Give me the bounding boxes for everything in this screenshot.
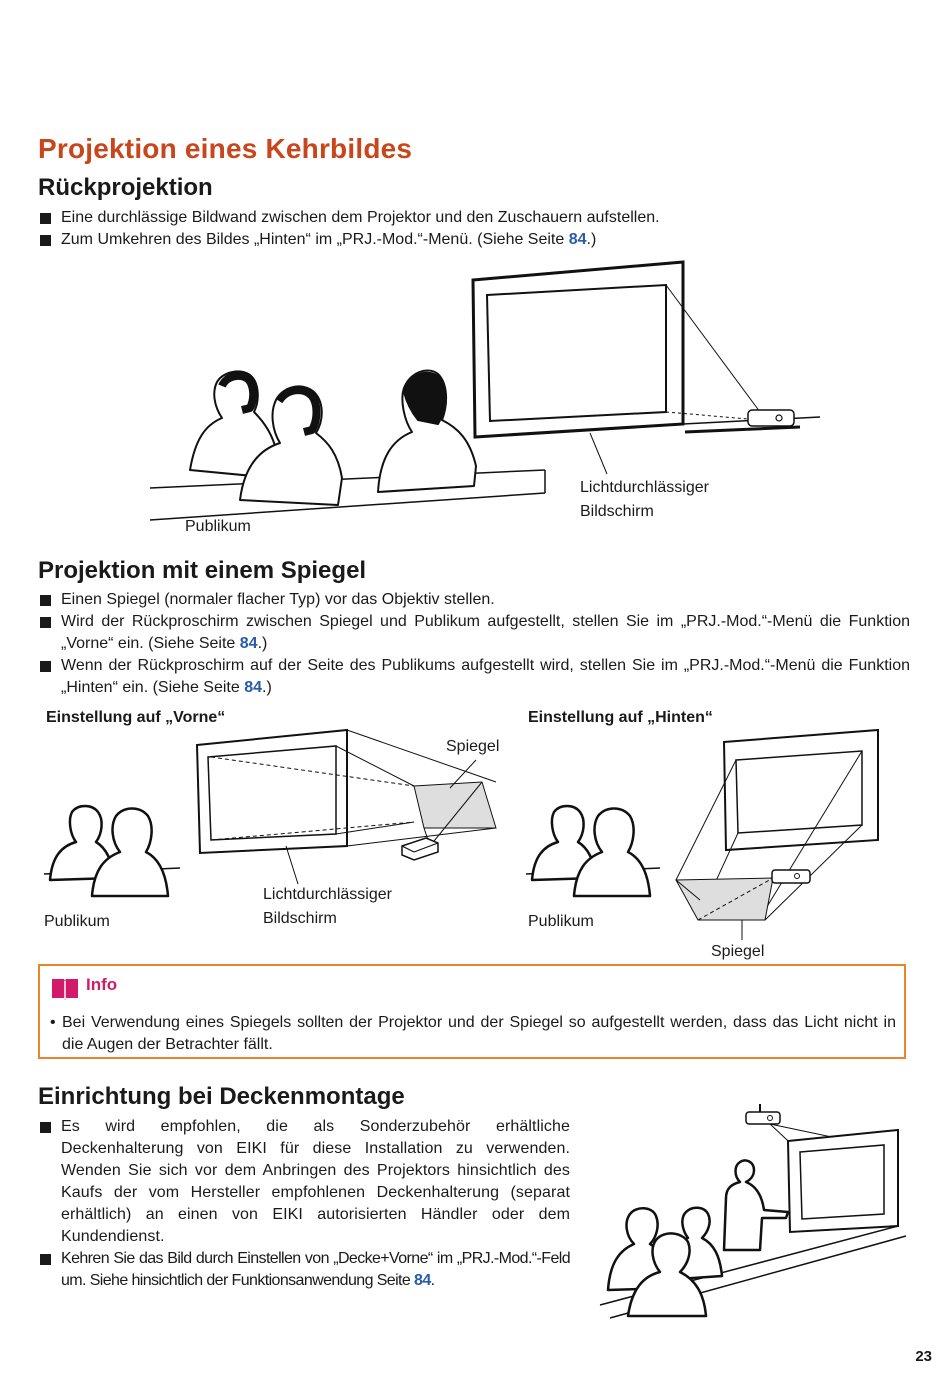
list-item: Wird der Rückproschirm zwischen Spiegel und Publikum aufgestellt, stellen Sie im „PRJ.-Mod.“-Menü die Funktion „Vorne“ ein. (Siehe Seite 84.) bbox=[38, 611, 910, 655]
label-mirror-front: Spiegel bbox=[446, 738, 500, 755]
section-title-mirror: Projektion mit einem Spiegel bbox=[38, 557, 367, 584]
list-item: Einen Spiegel (normaler flacher Typ) vor das Objektiv stellen. bbox=[38, 589, 910, 611]
page-reference-link[interactable]: 84 bbox=[414, 1272, 431, 1289]
list-item: Wenn der Rückproschirm auf der Seite des Publikums aufgestellt wird, stellen Sie im „PRJ.-Mod.“-Menü die Funktion „Hinten“ ein. (Siehe Seite 84.) bbox=[38, 655, 910, 699]
label-screen-line2: Bildschirm bbox=[263, 910, 337, 927]
section-title-ceiling: Einrichtung bei Deckenmontage bbox=[38, 1083, 405, 1110]
page-heading: Projektion eines Kehrbildes bbox=[38, 133, 413, 164]
label-screen-line1: Lichtdurchlässiger bbox=[263, 886, 392, 903]
list-item: Kehren Sie das Bild durch Einstellen von „Decke+Vorne“ im „PRJ.-Mod.“-Feld um. Siehe hinsichtlich der Funktionsanwendung Seite 84. bbox=[38, 1248, 570, 1292]
list-item: Es wird empfohlen, die als Sonderzubehör erhältliche Deckenhalterung von EIKI für diese Installation zu verwenden. Wenden Sie sich vor dem Anbringen des Projektors hinsichtlich des Kaufs der vom Hersteller empfohlenen Deckenhalterung (separat erhältlich) an einen von EIKI autorisierten Händler oder dem Kundendienst. bbox=[38, 1116, 570, 1248]
page-reference-link[interactable]: 84 bbox=[568, 231, 587, 248]
info-text: • Bei Verwendung eines Spiegels sollten der Projektor und der Spiegel so aufgestellt werden, dass das Licht nicht in die Augen der Betrachter fällt. bbox=[50, 1014, 896, 1053]
info-title: Info bbox=[86, 975, 118, 994]
list-item: Zum Umkehren des Bildes „Hinten“ im „PRJ.-Mod.“-Menü. (Siehe Seite 84.) bbox=[38, 229, 910, 251]
label-mirror-rear: Spiegel bbox=[711, 943, 765, 960]
page-number: 23 bbox=[915, 1348, 932, 1365]
label-screen-line2: Bildschirm bbox=[580, 503, 654, 520]
list-item: Eine durchlässige Bildwand zwischen dem Projektor und den Zuschauern aufstellen. bbox=[38, 207, 910, 229]
page-reference-link[interactable]: 84 bbox=[239, 635, 258, 652]
label-audience-front: Publikum bbox=[44, 913, 110, 930]
label-screen-line1: Lichtdurchlässiger bbox=[580, 479, 709, 496]
label-audience: Publikum bbox=[185, 518, 251, 535]
section-title-rear: Rückprojektion bbox=[38, 174, 213, 201]
rear-setting-label: Einstellung auf „Hinten“ bbox=[528, 709, 713, 726]
front-setting-label: Einstellung auf „Vorne“ bbox=[46, 709, 226, 726]
page-reference-link[interactable]: 84 bbox=[244, 679, 262, 696]
label-audience-rear: Publikum bbox=[528, 913, 594, 930]
